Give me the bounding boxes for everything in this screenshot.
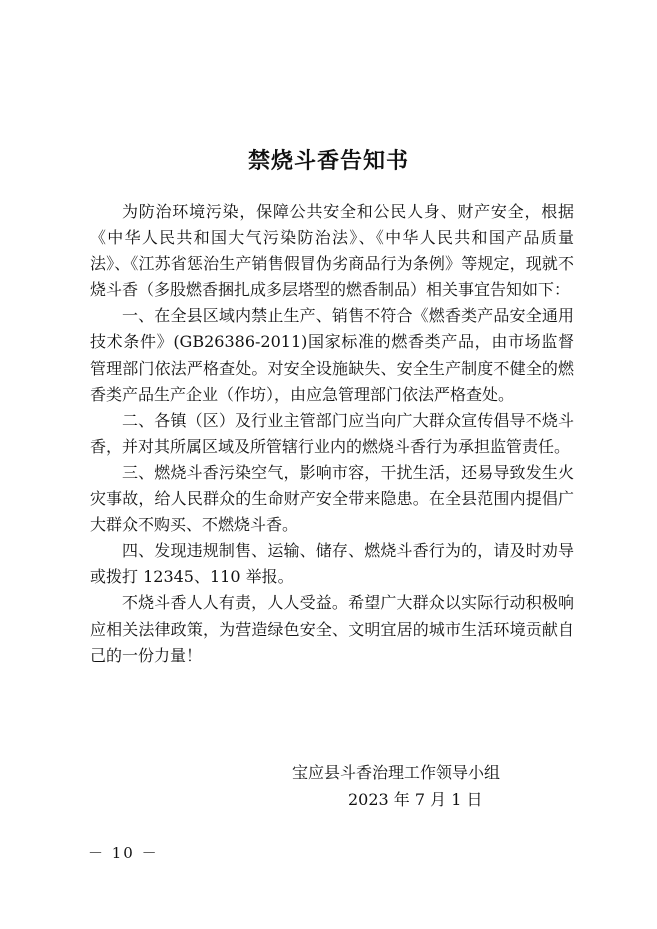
- signature-date: 2023 年 7 月 1 日: [348, 790, 483, 809]
- page-number: － 10 －: [88, 844, 159, 862]
- intro-paragraph: 为防治环境污染，保障公共安全和公民人身、财产安全，根据《中华人民共和国大气污染防治法》、《中华人民共和国产品质量法》、《江苏省惩治生产销售假冒伪劣商品行为条例》等规定，现就不烧斗香（多股燃香捆扎成多层塔型的燃香制品）相关事宜告知如下：: [90, 202, 574, 300]
- clause-three-paragraph: 三、燃烧斗香污染空气，影响市容，干扰生活，还易导致发生火灾事故，给人民群众的生命财产安全带来隐患。在全县范围内提倡广大群众不购买、不燃烧斗香。: [90, 462, 574, 535]
- clause-one-paragraph: 一、在全县区域内禁止生产、销售不符合《燃香类产品安全通用技术条件》(GB26386-2011)国家标准的燃香类产品，由市场监督管理部门依法严格查处。对安全设施缺失、安全生产制度不健全的燃香类产品生产企业（作坊），由应急管理部门依法严格查处。: [90, 306, 574, 404]
- closing-paragraph: 不烧斗香人人有责，人人受益。希望广大群众以实际行动积极响应相关法律政策，为营造绿色安全、文明宜居的城市生活环境贡献自己的一份力量！: [90, 593, 574, 665]
- document-body: [90, 199, 574, 669]
- clause-four-paragraph: 四、发现违规制售、运输、储存、燃烧斗香行为的，请及时劝导或拨打 12345、110 举报。: [90, 541, 574, 587]
- signature-block: [292, 759, 500, 813]
- clause-two-paragraph: 二、各镇（区）及行业主管部门应当向广大群众宣传倡导不烧斗香，并对其所属区域及所管辖行业内的燃烧斗香行为承担监管责任。: [90, 410, 574, 456]
- signature-organization: 宝应县斗香治理工作领导小组: [292, 763, 501, 782]
- document-title: 禁烧斗香告知书: [247, 148, 409, 174]
